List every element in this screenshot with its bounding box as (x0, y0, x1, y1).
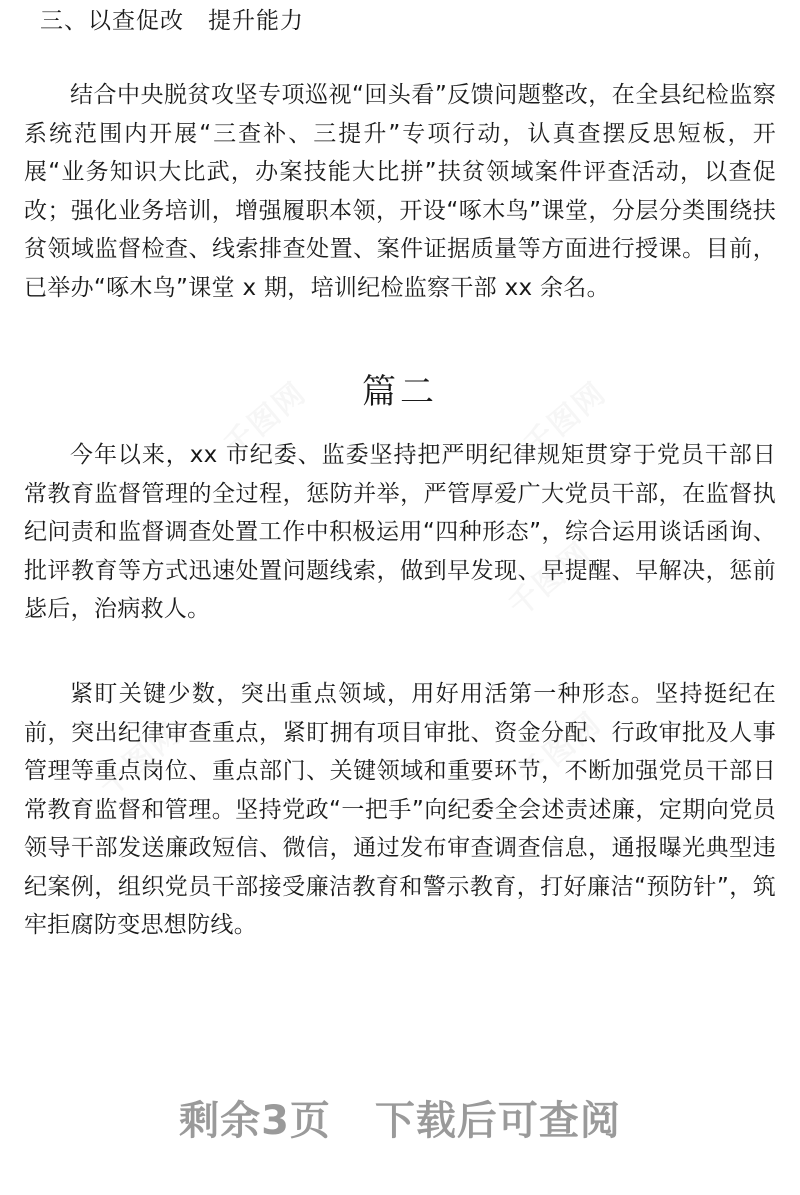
watermark-logo: 千图网 (512, 705, 609, 794)
download-banner[interactable] (0, 1094, 800, 1148)
watermark-logo: 千图网 (502, 535, 599, 624)
section-heading: 三、以查促改 提升能力 (40, 8, 304, 34)
paragraph: 结合中央脱贫攻坚专项巡视“回头看”反馈问题整改，在全县纪检监察系统范围内开展“三查补、三提升”专项行动，认真查摆反思短板，开展“业务知识大比武，办案技能大比拼”扶贫领域案件评查活动，以查促改；强化业务培训，增强履职本领，开设“啄木鸟”课堂，分层分类围绕扶贫领域监督检查、线索排查处置、案件证据质量等方面进行授课。目前，已举办“啄木鸟”课堂 x 期，培训纪检监察干部 xx 余名。 (24, 82, 776, 301)
download-prompt-label[interactable]: 下载后可查阅 (374, 1098, 621, 1144)
watermark-logo: 千图网 (92, 715, 189, 804)
paragraph: 紧盯关键少数，突出重点领域，用好用活第一种形态。坚持挺纪在前，突出纪律审查重点，紧盯拥有项目审批、资金分配、行政审批及人事管理等重点岗位、重点部门、关键领域和重要环节，不断加强党员干部日常教育监督和管理。坚持党政“一把手”向纪委全会述责述廉，定期向党员领导干部发送廉政短信、微信，通过发布审查调查信息，通报曝光典型违纪案例，组织党员干部接受廉洁教育和警示教育，打好廉洁“预防针”，筑牢拒腐防变思想防线。 (24, 681, 776, 938)
remaining-pages-label: 剩余3页 (179, 1098, 331, 1144)
paragraph: 今年以来，xx 市纪委、监委坚持把严明纪律规矩贯穿于党员干部日常教育监督管理的全过程，惩防并举，严管厚爱广大党员干部，在监督执纪问责和监督调查处置工作中积极运用“四种形态”，综合运用谈话函询、批评教育等方式迅速处置问题线索，做到早发现、早提醒、早解决，惩前毖后，治病救人。 (24, 442, 776, 622)
part-title: 篇二 (362, 372, 438, 412)
watermark-logo: 千图网 (217, 375, 314, 464)
watermark-logo: 千图网 (517, 375, 614, 464)
